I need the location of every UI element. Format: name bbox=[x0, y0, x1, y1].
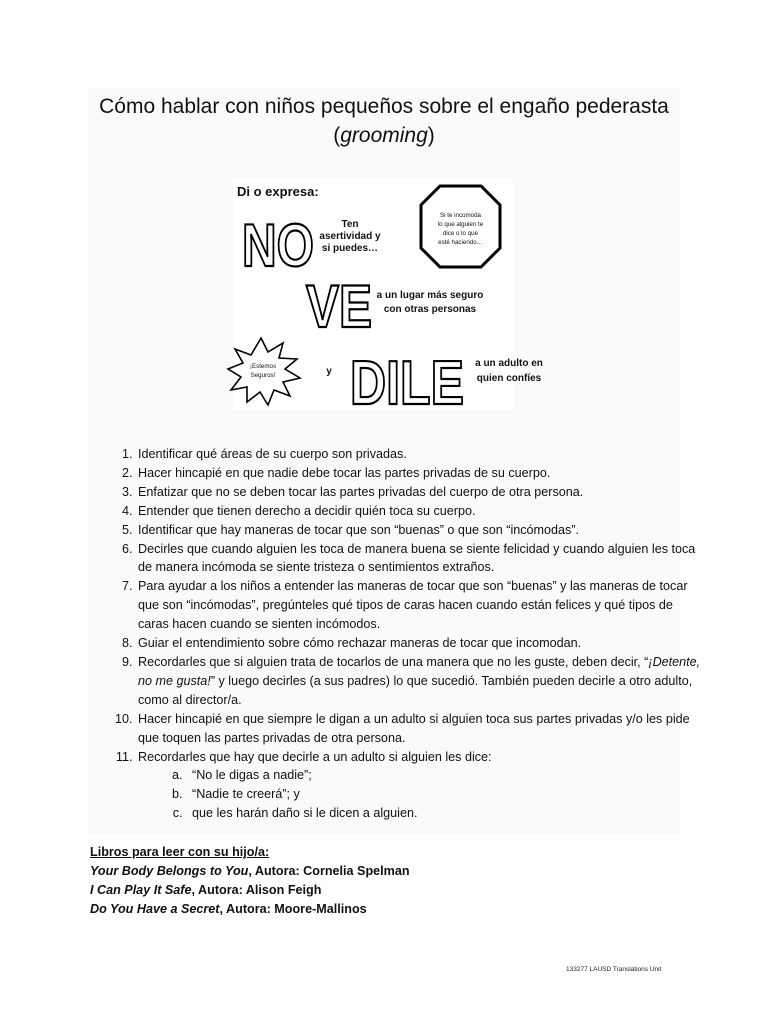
dile-text-line-1: a un adulto en bbox=[475, 358, 543, 369]
no-word: NO bbox=[242, 212, 314, 279]
title-line-1: Cómo hablar con niños pequeños sobre el engaño pederasta bbox=[99, 95, 669, 118]
list-item: 2. Hacer hincapié en que nadie debe tocar las partes privadas de su cuerpo. bbox=[136, 464, 706, 483]
book-row bbox=[90, 900, 690, 919]
book-title: I Can Play It Safe bbox=[90, 883, 192, 897]
list-item: 8. Guiar el entendimiento sobre cómo rechazar maneras de tocar que incomodan. bbox=[136, 634, 706, 653]
dile-word: DILE bbox=[350, 349, 464, 418]
burst-text-line-1: ¡Estemos bbox=[249, 363, 277, 370]
list-item: 10. Hacer hincapié en que siempre le digan a un adulto si alguien toca sus partes privadas y/o les pide que toquen las partes privadas de otra persona. bbox=[136, 710, 706, 748]
list-item: 6. Decirles que cuando alguien les toca de manera buena se siente felicidad y cuando alguien les toca de manera incómoda se siente tristeza o sentimientos extraños. bbox=[136, 540, 706, 578]
book-row bbox=[90, 862, 690, 881]
list-item: 1. Identificar qué áreas de su cuerpo son privadas. bbox=[136, 445, 706, 464]
y-connector: y bbox=[326, 366, 332, 377]
list-item: 3. Enfatizar que no se deben tocar las partes privadas del cuerpo de otra persona. bbox=[136, 483, 706, 502]
book-row bbox=[90, 881, 690, 900]
book-author: , Autora: Moore-Mallinos bbox=[219, 902, 367, 916]
ve-word: VE bbox=[306, 273, 372, 340]
book-title: Your Body Belongs to You bbox=[90, 864, 249, 878]
stop-text-line-1: Si te incomoda bbox=[440, 212, 481, 219]
books-heading: Libros para leer con su hijo/a: bbox=[90, 845, 270, 859]
list-item: 5. Identificar que hay maneras de tocar que son “buenas” o que son “incómodas”. bbox=[136, 521, 706, 540]
title-grooming: grooming bbox=[340, 124, 428, 147]
list-item: 9. Recordarles que si alguien trata de tocarlos de una manera que no les guste, deben decir, “¡Detente, no me gusta!” y luego decirles (a sus padres) lo que sucedió. También pueden decirle a otro adulto, como al director/a. bbox=[136, 653, 706, 710]
burst-text-line-2: Seguros! bbox=[250, 372, 276, 379]
dile-text-line-2: quien confíes bbox=[476, 373, 542, 384]
list-item: 4. Entender que tienen derecho a decidir quién toca su cuerpo. bbox=[136, 502, 706, 521]
list-item: 7. Para ayudar a los niños a entender las maneras de tocar que son “buenas” y las maneras de tocar que son “incómodas”, pregúnteles qué tipos de caras hacen cuando están felices y qué tipos de caras hacen cuando se sienten incómodos. bbox=[136, 577, 706, 634]
ve-text-line-1: a un lugar más seguro bbox=[376, 290, 484, 301]
book-author: , Autora: Alison Feigh bbox=[191, 883, 322, 897]
graphic-header: Di o expresa: bbox=[237, 184, 319, 199]
tips-list bbox=[110, 445, 706, 823]
list-item: 11. Recordarles que hay que decirle a un adulto si alguien les dice: a. “No le digas a nadie”; b. “Nadie te creerá”; y c. que les harán daño si le dicen a alguien. bbox=[136, 748, 706, 824]
no-text-line-3: si puedes… bbox=[321, 243, 379, 254]
stop-text-line-3: dice o lo que bbox=[442, 230, 479, 237]
stop-text-line-2: lo que alguien te bbox=[437, 221, 484, 228]
sub-list-item: b. “Nadie te creerá”; y bbox=[186, 785, 706, 804]
ve-text-line-2: con otras personas bbox=[383, 304, 477, 315]
no-text-line-1: Ten bbox=[341, 219, 359, 230]
sub-list-item: a. “No le digas a nadie”; bbox=[186, 766, 706, 785]
book-title: Do You Have a Secret bbox=[90, 902, 220, 916]
detente-quote: ¡Detente, no me gusta! bbox=[138, 654, 701, 688]
sub-list bbox=[138, 766, 706, 823]
sub-list-item: c. que les harán daño si le dicen a alguien. bbox=[186, 804, 706, 823]
title-line-2: (grooming) bbox=[333, 124, 435, 147]
no-text-line-2: asertividad y bbox=[319, 231, 381, 242]
stop-text-line-4: esté haciendo… bbox=[438, 239, 483, 246]
book-author: , Autora: Cornelia Spelman bbox=[248, 864, 410, 878]
footer-credit: 133277 LAUSD Translations Unit bbox=[566, 966, 662, 973]
books-section bbox=[90, 843, 690, 919]
